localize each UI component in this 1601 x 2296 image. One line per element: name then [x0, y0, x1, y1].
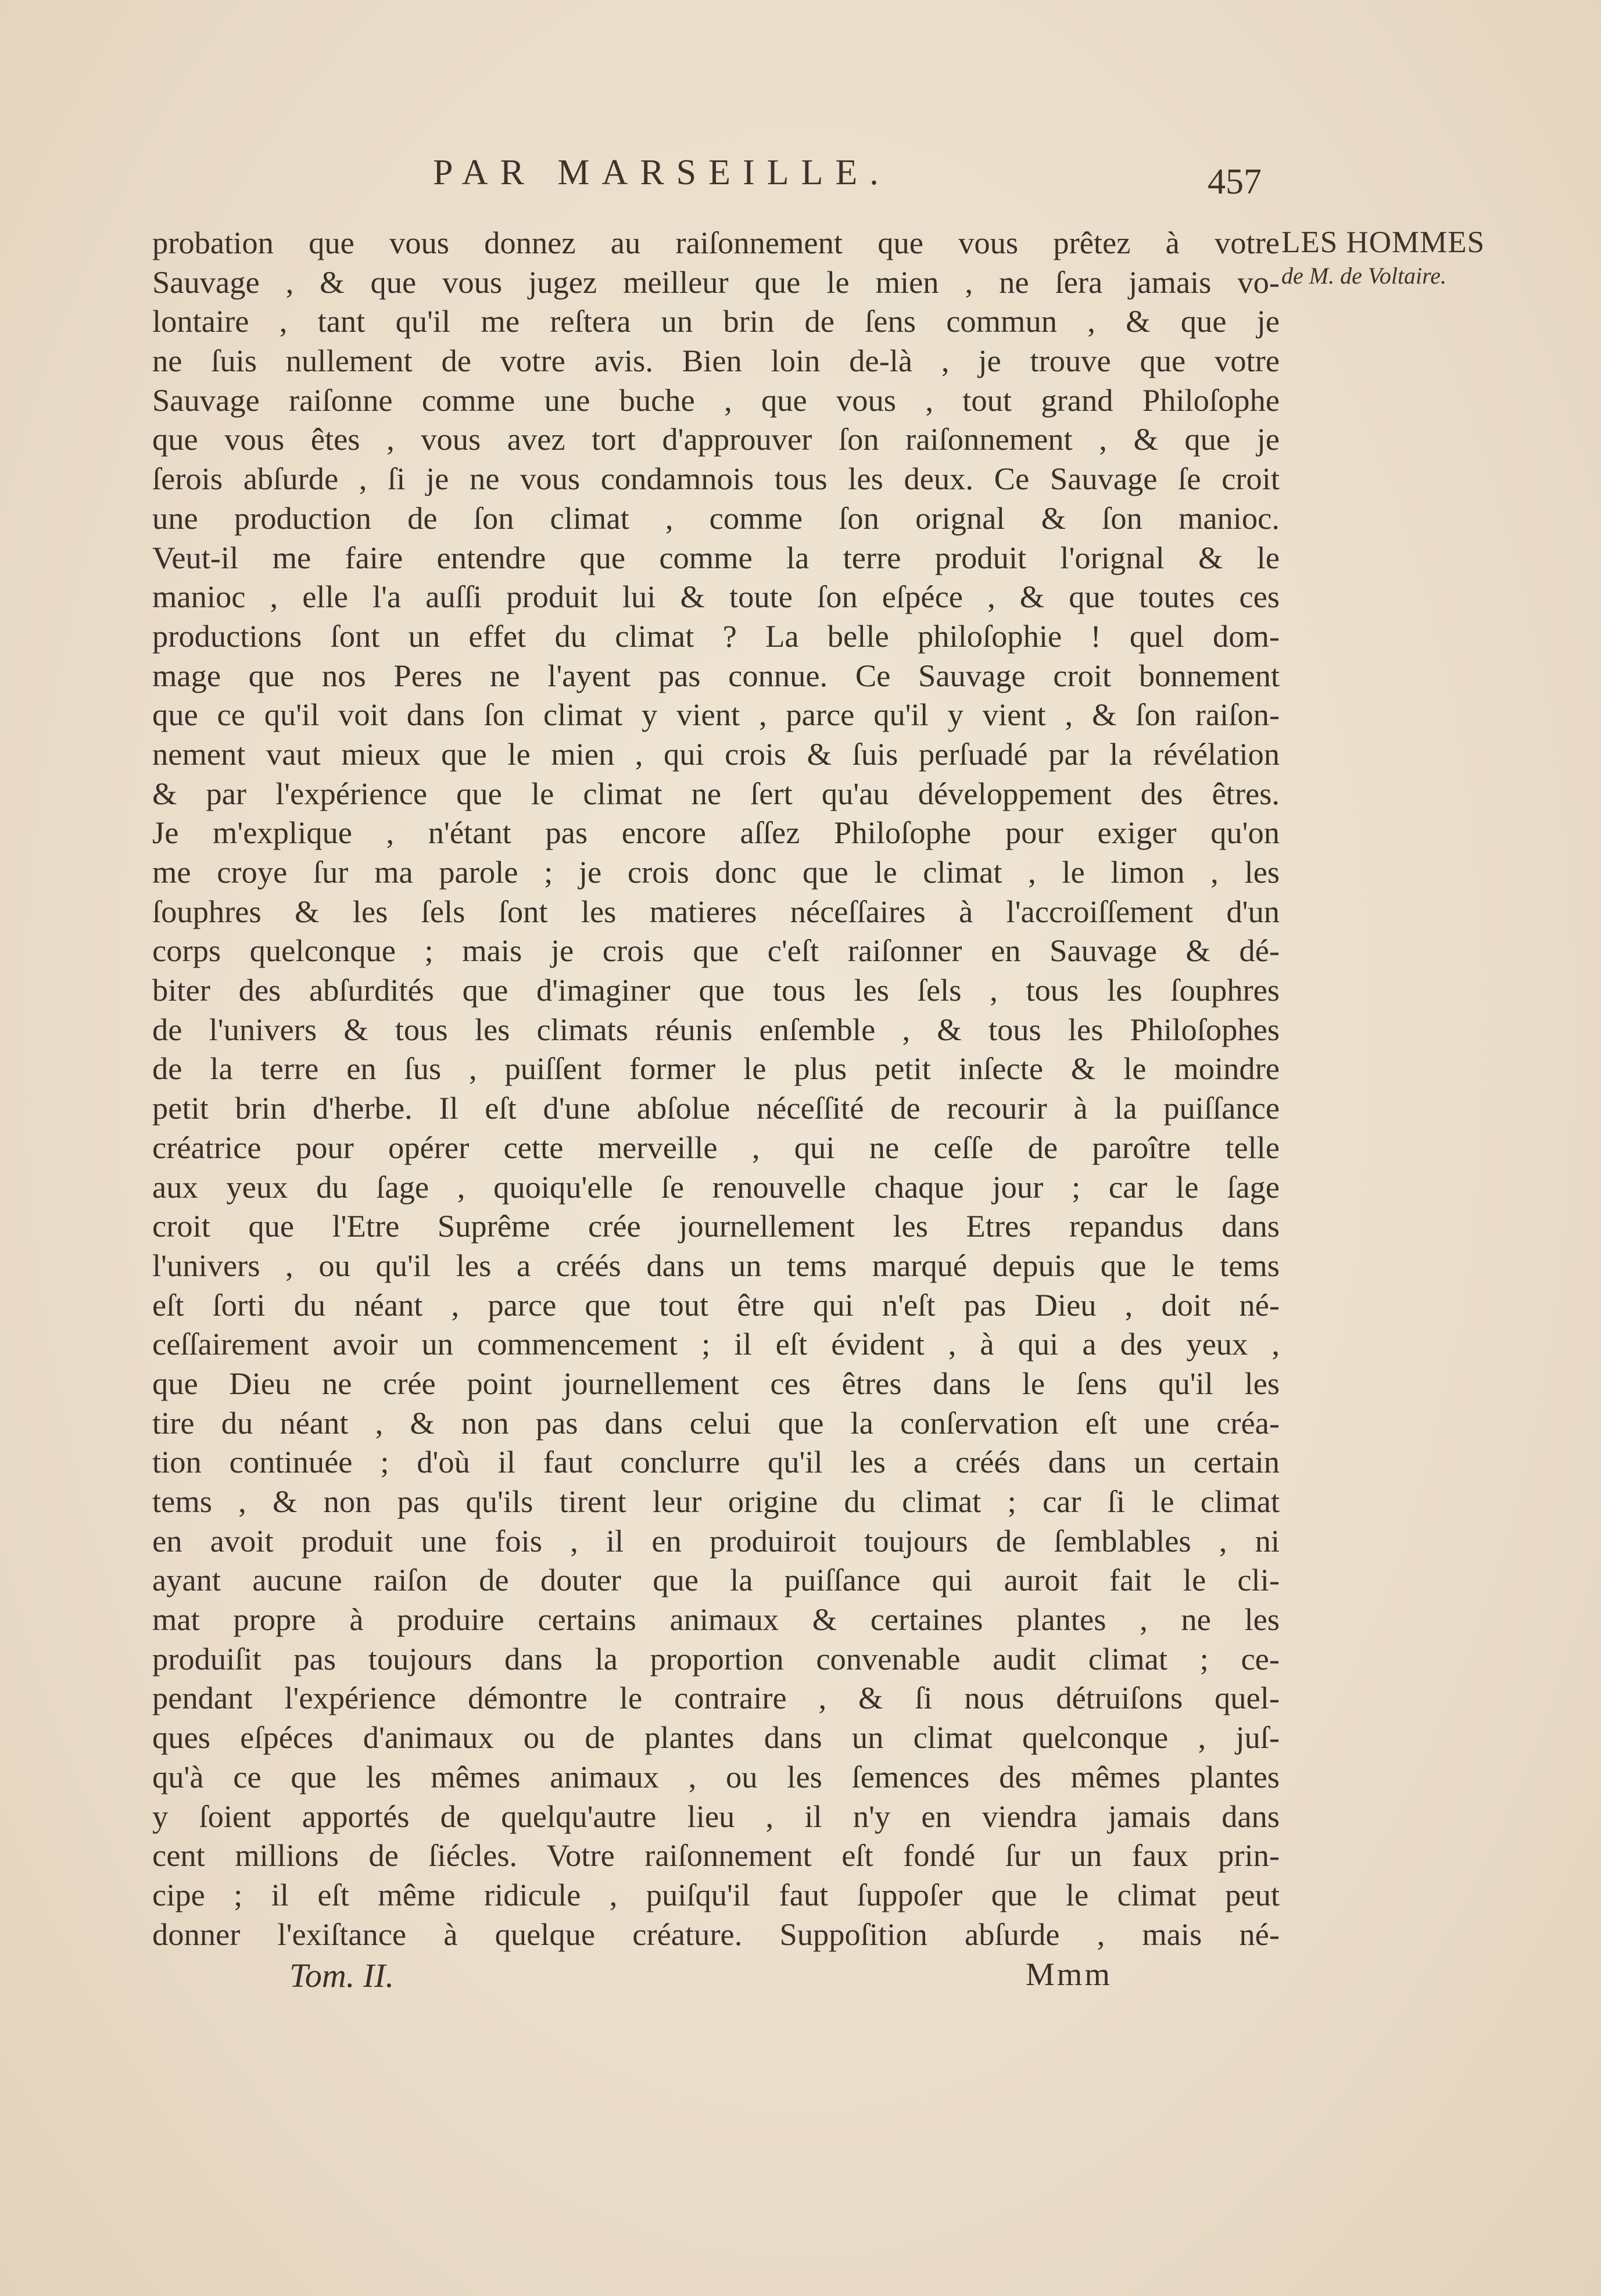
text-line: ſerois abſurde , ſi je ne vous condamnois tous les deux. Ce Sauvage ſe croit [152, 461, 1280, 497]
text-line: ques eſpéces d'animaux ou de plantes dans un climat quelconque , juſ- [152, 1720, 1280, 1756]
text-line: Sauvage , & que vous jugez meilleur que le mien , ne ſera jamais vo- [152, 264, 1280, 300]
text-line: nement vaut mieux que le mien , qui crois & ſuis perſuadé par la révélation [152, 736, 1280, 772]
text-line: probation que vous donnez au raiſonnement que vous prêtez à votre [152, 225, 1280, 260]
text-line: me croye ſur ma parole ; je crois donc que le climat , le limon , les [152, 854, 1280, 890]
page-number: 457 [1208, 162, 1262, 202]
text-line: Sauvage raiſonne comme une buche , que vous , tout grand Philoſophe [152, 382, 1280, 418]
margin-note [1281, 225, 1485, 293]
text-line: ne ſuis nullement de votre avis. Bien loin de-là , je trouve que votre [152, 343, 1280, 379]
text-line: mage que nos Peres ne l'ayent pas connue. Ce Sauvage croit bonnement [152, 657, 1280, 693]
text-line: Je m'explique , n'étant pas encore aſſez Philoſophe pour exiger qu'on [152, 815, 1280, 851]
text-line: que ce qu'il voit dans ſon climat y vient , parce qu'il y vient , & ſon raiſon- [152, 697, 1280, 733]
text-line: l'univers , ou qu'il les a créés dans un tems marqué depuis que le tems [152, 1247, 1280, 1283]
text-line: de la terre en ſus , puiſſent former le plus petit inſecte & le moindre [152, 1051, 1280, 1087]
text-line: aux yeux du ſage , quoiqu'elle ſe renouvelle chaque jour ; car le ſage [152, 1169, 1280, 1205]
text-line: croit que l'Etre Suprême crée journellement les Etres repandus dans [152, 1208, 1280, 1244]
text-line: donner l'exiſtance à quelque créature. Suppoſition abſurde , mais né- [152, 1916, 1280, 1952]
text-line: tion continuée ; d'où il faut conclurre qu'il les a créés dans un certain [152, 1444, 1280, 1480]
text-line: cent millions de ſiécles. Votre raiſonnement eſt fondé ſur un faux prin- [152, 1837, 1280, 1874]
text-line: tems , & non pas qu'ils tirent leur origine du climat ; car ſi le climat [152, 1484, 1280, 1519]
text-line: que vous êtes , vous avez tort d'approuver ſon raiſonnement , & que je [152, 421, 1280, 457]
text-line: corps quelconque ; mais je crois que c'eſt raiſonner en Sauvage & dé- [152, 933, 1280, 969]
text-line: lontaire , tant qu'il me reſtera un brin de ſens commun , & que je [152, 303, 1280, 339]
text-line: créatrice pour opérer cette merveille , qui ne ceſſe de paroître telle [152, 1129, 1280, 1165]
text-line: une production de ſon climat , comme ſon orignal & ſon manioc. [152, 500, 1280, 536]
text-line: mat propre à produire certains animaux & certaines plantes , ne les [152, 1602, 1280, 1638]
catchword: Mmm [1026, 1957, 1112, 1993]
text-line: de l'univers & tous les climats réunis enſemble , & tous les Philoſophes [152, 1011, 1280, 1047]
text-line: produiſit pas toujours dans la proportion convenable audit climat ; ce- [152, 1640, 1280, 1677]
margin-note-title: LES HOMMES [1281, 225, 1485, 259]
text-line: pendant l'expérience démontre le contraire , & ſi nous détruiſons quel- [152, 1680, 1280, 1716]
text-line: productions ſont un effet du climat ? La belle philoſophie ! quel dom- [152, 618, 1280, 654]
text-line: manioc , elle l'a auſſi produit lui & toute ſon eſpéce , & que toutes ces [152, 579, 1280, 615]
running-title: PAR MARSEILLE. [433, 153, 891, 192]
text-line: ſouphres & les ſels ſont les matieres néceſſaires à l'accroiſſement d'un [152, 893, 1280, 929]
text-line: & par l'expérience que le climat ne ſert qu'au développement des êtres. [152, 775, 1280, 811]
text-line: ayant aucune raiſon de douter que la puiſſance qui auroit fait le cli- [152, 1562, 1280, 1598]
margin-note-author: de M. de Voltaire. [1281, 263, 1447, 289]
signature-mark: Tom. II. [289, 1957, 394, 1994]
text-line: petit brin d'herbe. Il eſt d'une abſolue néceſſité de recourir à la puiſſance [152, 1090, 1280, 1126]
text-line: y ſoient apportés de quelqu'autre lieu , il n'y en viendra jamais dans [152, 1798, 1280, 1834]
text-line: cipe ; il eſt même ridicule , puiſqu'il faut ſuppoſer que le climat peut [152, 1876, 1280, 1912]
text-line: en avoit produit une fois , il en produiroit toujours de ſemblables , ni [152, 1523, 1280, 1559]
text-line: biter des abſurdités que d'imaginer que tous les ſels , tous les ſouphres [152, 972, 1280, 1008]
text-line: Veut-il me faire entendre que comme la terre produit l'orignal & le [152, 539, 1280, 575]
text-line: que Dieu ne crée point journellement ces êtres dans le ſens qu'il les [152, 1365, 1280, 1401]
text-line: ceſſairement avoir un commencement ; il eſt évident , à qui a des yeux , [152, 1326, 1280, 1362]
body-text [152, 223, 1280, 1954]
text-line: tire du néant , & non pas dans celui que la conſervation eſt une créa- [152, 1405, 1280, 1441]
text-line: eſt ſorti du néant , parce que tout être qui n'eſt pas Dieu , doit né- [152, 1287, 1280, 1323]
text-line: qu'à ce que les mêmes animaux , ou les ſemences des mêmes plantes [152, 1758, 1280, 1794]
